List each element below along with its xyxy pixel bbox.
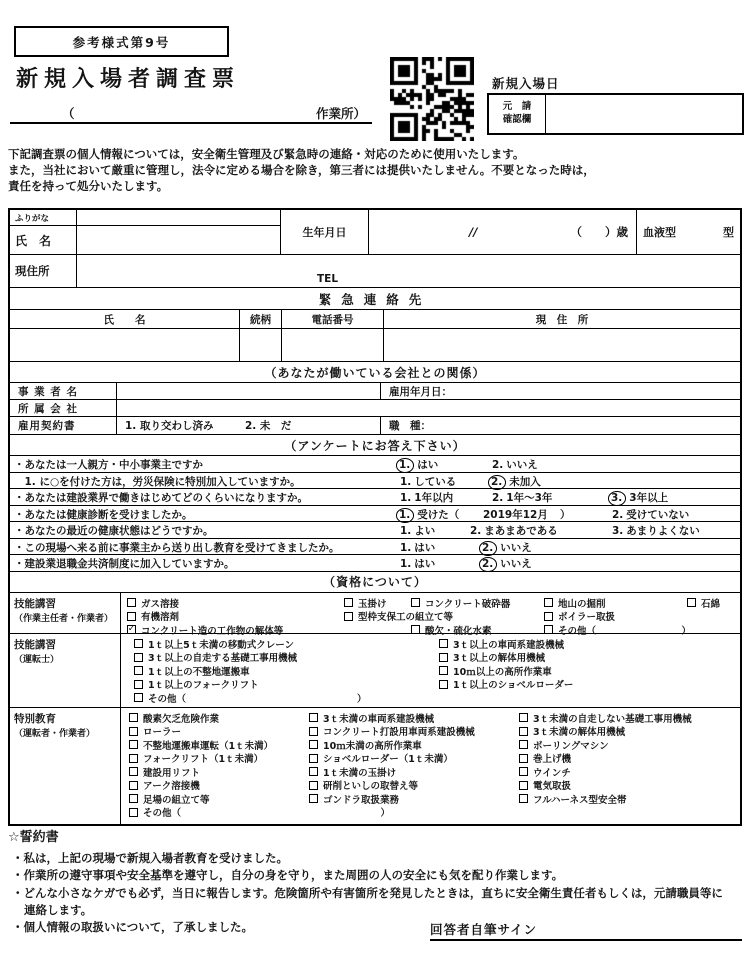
qualification-item-label: その他（ ） bbox=[143, 808, 391, 819]
emergency-name-field bbox=[10, 329, 240, 361]
checkbox bbox=[687, 598, 696, 607]
birth-date-label: 生年月日 bbox=[281, 210, 369, 254]
answer-option bbox=[400, 490, 453, 505]
answer-label: いいえ bbox=[500, 558, 532, 570]
answer-label: 受けていない bbox=[626, 508, 690, 521]
contract-row bbox=[10, 416, 740, 434]
answer-number: 1. bbox=[400, 541, 412, 554]
entry-date-label: 新規入場日 bbox=[492, 76, 560, 91]
address-label: 現住所 bbox=[10, 255, 77, 287]
circled-answer-number: 1. bbox=[396, 508, 414, 523]
qualification-item bbox=[309, 738, 422, 752]
qualification-item bbox=[344, 609, 453, 623]
questionnaire-header-text: （アンケートにお答え下さい） bbox=[284, 438, 466, 453]
answer-option bbox=[492, 490, 552, 505]
checkbox bbox=[129, 740, 138, 749]
qualification-item bbox=[129, 792, 210, 806]
qualification-item-label: ウインチ bbox=[533, 767, 571, 779]
worksite-open-paren: （ bbox=[62, 106, 75, 121]
privacy-notice bbox=[8, 147, 748, 195]
checkbox bbox=[439, 680, 448, 689]
emergency-col-address: 現 住 所 bbox=[535, 313, 589, 326]
answer-label: よい bbox=[414, 525, 436, 537]
emergency-col-phone: 電話番号 bbox=[282, 310, 384, 328]
qualification-section-label bbox=[10, 634, 121, 707]
circled-answer-number: 2. bbox=[479, 541, 497, 556]
blood-type-cell bbox=[637, 210, 740, 254]
employer-label: 事 業 者 名 bbox=[10, 383, 117, 399]
contractor-confirm-field bbox=[546, 95, 742, 133]
qualification-item bbox=[439, 677, 573, 691]
qualification-item bbox=[519, 792, 626, 806]
qualification-item bbox=[134, 691, 367, 705]
checkbox bbox=[519, 740, 528, 749]
qualification-item bbox=[127, 596, 179, 610]
answer-option bbox=[560, 507, 571, 522]
questionnaire-row bbox=[10, 472, 740, 489]
questionnaire-row bbox=[10, 505, 740, 522]
birth-date-slashes: // bbox=[469, 225, 478, 239]
checkbox bbox=[519, 754, 528, 763]
affiliation-field bbox=[117, 400, 740, 416]
qualification-section-label bbox=[10, 593, 121, 633]
blood-type-label: 血液型 bbox=[643, 226, 676, 239]
emergency-title bbox=[10, 287, 740, 309]
furigana-label: ふりがな bbox=[10, 210, 77, 225]
checkbox bbox=[519, 794, 528, 803]
qualification-item-label: 3ｔ以上の解体用機械 bbox=[453, 653, 546, 664]
qualification-item bbox=[309, 778, 418, 792]
name-label: 氏 名 bbox=[10, 226, 77, 254]
qualification-item-label: アーク溶接機 bbox=[143, 781, 200, 792]
question-text: 1. に○を付けた方は，労災保険に特別加入していますか。 bbox=[14, 475, 301, 488]
checkbox bbox=[134, 693, 143, 702]
checkbox bbox=[439, 639, 448, 648]
qualification-item-label: 型枠支保工の組立て等 bbox=[358, 612, 454, 623]
answer-label: 2019年12月 bbox=[483, 508, 548, 521]
answer-number: 2. bbox=[492, 492, 504, 504]
answer-option bbox=[483, 507, 548, 522]
checkbox bbox=[309, 754, 318, 763]
qualification-item-label: 3ｔ未満の自走しない基礎工事用機械 bbox=[533, 713, 692, 725]
company-section-header-text: （あなたが働いている会社との関係） bbox=[264, 365, 486, 380]
qualification-item-label: 足場の組立て等 bbox=[143, 794, 210, 806]
answer-number: 2. bbox=[492, 459, 504, 471]
qualification-item bbox=[439, 650, 545, 664]
checkbox bbox=[134, 639, 143, 648]
checkbox bbox=[129, 781, 138, 790]
address-field bbox=[77, 255, 740, 287]
answer-number: 2. bbox=[470, 525, 482, 537]
emergency-col-name: 氏 名 bbox=[10, 310, 240, 328]
answer-number: 1. bbox=[400, 525, 412, 537]
qualification-item bbox=[134, 664, 250, 678]
questionnaire-row bbox=[10, 554, 740, 571]
pledge-bullet: ・私は，上記の現場で新規入場者教育を受けました。 bbox=[12, 851, 288, 865]
circled-answer-number: 3. bbox=[608, 491, 626, 506]
emergency-header-row bbox=[10, 309, 740, 328]
qualification-item-label: 有機溶剤 bbox=[141, 612, 180, 623]
qualification-item bbox=[129, 751, 263, 765]
checkbox bbox=[129, 713, 138, 722]
answer-option bbox=[400, 523, 435, 538]
checkbox bbox=[544, 598, 553, 607]
checkbox bbox=[309, 767, 318, 776]
qualification-item-label: 1ｔ以上のショベルローダー bbox=[453, 680, 574, 691]
name-row bbox=[10, 226, 280, 254]
questionnaire-header bbox=[10, 434, 740, 455]
qualification-section-label-line1: 特別教育 bbox=[14, 712, 56, 725]
answer-number: 3. bbox=[612, 525, 624, 537]
qualification-section-label bbox=[10, 708, 121, 824]
worksite-suffix: 作業所） bbox=[315, 106, 366, 121]
answer-option bbox=[612, 507, 689, 522]
qualification-item bbox=[129, 711, 219, 725]
address-row bbox=[10, 254, 740, 287]
form-number-text: 参考様式第9号 bbox=[72, 34, 171, 50]
qualification-section bbox=[10, 592, 740, 637]
qualifications-header bbox=[10, 571, 740, 592]
question-text: ・あなたは健康診断を受けましたか。 bbox=[14, 508, 193, 521]
answer-option bbox=[470, 523, 558, 538]
qualification-section-label-line1: 技能講習 bbox=[14, 638, 56, 651]
qualification-item-label: 酸素欠乏危険作業 bbox=[143, 713, 220, 725]
qualification-item-label: 3ｔ未満の車両系建設機械 bbox=[323, 713, 435, 725]
answer-label: ） bbox=[560, 508, 571, 521]
checkbox bbox=[344, 612, 353, 621]
questionnaire-rows bbox=[10, 455, 740, 571]
answer-number: 2. bbox=[612, 508, 624, 521]
qualification-item bbox=[129, 805, 390, 819]
qualification-item bbox=[519, 724, 625, 738]
answer-label: いいえ bbox=[506, 459, 538, 471]
answer-label: 受けた（ bbox=[417, 508, 460, 521]
qualification-item bbox=[519, 751, 571, 765]
contractor-confirm-box bbox=[487, 93, 744, 135]
qualification-section-label-line2: （作業主任者・作業者） bbox=[14, 613, 114, 624]
qualification-item bbox=[519, 765, 571, 779]
qualification-item-label: 地山の掘削 bbox=[558, 598, 606, 610]
qualification-item-label: ローラー bbox=[143, 727, 182, 738]
qualification-item-label: その他（ ） bbox=[148, 693, 367, 705]
circled-answer-number: 1. bbox=[396, 458, 414, 473]
emergency-title-text: 緊急連絡先 bbox=[318, 291, 432, 307]
checkbox bbox=[519, 767, 528, 776]
answer-number: 1. bbox=[400, 558, 412, 570]
answer-number: 1. bbox=[400, 475, 412, 488]
qualification-item-label: ボーリングマシン bbox=[533, 740, 609, 752]
questionnaire-row bbox=[10, 455, 740, 472]
question-text: ・この現場へ来る前に事業主から送り出し教育を受けてきましたか。 bbox=[14, 541, 340, 554]
qualification-item bbox=[411, 596, 510, 610]
circled-answer-number: 2. bbox=[479, 557, 497, 572]
checkbox bbox=[134, 666, 143, 675]
checkbox bbox=[127, 612, 136, 621]
checkbox bbox=[129, 767, 138, 776]
contract-options: 1. 取り交わし済み 2. 未 だ bbox=[117, 417, 381, 434]
answer-label: いいえ bbox=[500, 541, 532, 554]
qualification-item-label: 3ｔ以上の自走する基礎工事用機械 bbox=[148, 653, 298, 664]
qualification-item bbox=[519, 738, 609, 752]
qualification-item-label: 石綿 bbox=[701, 598, 721, 610]
qualification-item-label: 玉掛け bbox=[358, 598, 387, 610]
qualification-item-label: ゴンドラ取扱業務 bbox=[323, 794, 400, 806]
answer-label: あまりよくない bbox=[626, 525, 700, 537]
qualification-item-label: 1ｔ未満の玉掛け bbox=[323, 767, 397, 779]
checkbox bbox=[309, 781, 318, 790]
qualification-item bbox=[309, 765, 396, 779]
qualification-item-label: 酸欠・硫化水素 bbox=[425, 625, 492, 637]
qualification-item-label: コンクリート造の工作物の解体等 bbox=[141, 625, 284, 637]
privacy-line: 下記調査票の個人情報については，安全衛生管理及び緊急時の連絡・対応のために使用いたします。 bbox=[8, 147, 525, 161]
answer-label: 未加入 bbox=[509, 475, 541, 488]
answer-label: はい bbox=[417, 459, 439, 471]
checkbox bbox=[309, 740, 318, 749]
qualification-item bbox=[344, 596, 387, 610]
page-title: 新規入場者調査票 bbox=[16, 67, 241, 92]
qualification-item-label: コンクリート打設用車両系建設機械 bbox=[323, 727, 475, 738]
qualification-item bbox=[309, 711, 434, 725]
qualification-item-label: 3ｔ未満の解体用機械 bbox=[533, 727, 626, 738]
signature-label: 回答者自筆サイン bbox=[430, 922, 538, 937]
checkbox bbox=[134, 653, 143, 662]
checkbox bbox=[344, 598, 353, 607]
company-section-header bbox=[10, 361, 740, 382]
qualification-item-label: 研削といしの取替え等 bbox=[323, 781, 419, 792]
checked-checkbox: ✓ bbox=[127, 624, 136, 634]
contractor-confirm-label-line2: 確認欄 bbox=[502, 114, 532, 125]
emergency-address-field bbox=[384, 329, 740, 361]
qualification-item bbox=[439, 664, 552, 678]
qualification-item bbox=[544, 596, 606, 610]
questionnaire-row bbox=[10, 538, 740, 555]
qualification-item-label: 不整地運搬車運転（1ｔ未満） bbox=[143, 740, 274, 752]
birth-date-field bbox=[369, 210, 637, 254]
qualification-item-label: 1ｔ以上の不整地運搬車 bbox=[148, 666, 250, 678]
qualification-section-label-line2: （運転士） bbox=[14, 654, 60, 665]
qualification-item-label: フォークリフト（1ｔ未満） bbox=[143, 754, 264, 765]
question-text: ・あなたは一人親方・中小事業主ですか bbox=[14, 459, 203, 471]
answer-label: 3年以上 bbox=[629, 492, 669, 504]
checkbox bbox=[544, 612, 553, 621]
answer-label: 1年以内 bbox=[414, 492, 454, 504]
qualification-item bbox=[309, 751, 453, 765]
pledge-bullet: ・個人情報の取扱いについて，了承しました。 bbox=[12, 920, 254, 934]
name-block bbox=[10, 210, 281, 254]
qualifications-header-text: （資格について） bbox=[323, 575, 427, 589]
qualification-item-label: 1ｔ以上5ｔ未満の移動式クレーン bbox=[148, 639, 295, 651]
employ-date-label: 雇用年月日： bbox=[389, 385, 452, 398]
signature-line bbox=[430, 920, 742, 941]
emergency-phone-field bbox=[282, 329, 384, 361]
qualification-item bbox=[309, 792, 399, 806]
qualification-item-label: ボイラー取扱 bbox=[558, 612, 616, 623]
qualification-item-label: 電気取扱 bbox=[533, 781, 572, 792]
qualification-item-label: 建設用リフト bbox=[143, 767, 201, 779]
qualification-section-body bbox=[121, 708, 740, 824]
qualification-item bbox=[544, 609, 615, 623]
checkbox bbox=[519, 727, 528, 736]
qualification-section bbox=[10, 633, 740, 707]
qualification-item-label: フルハーネス型安全帯 bbox=[533, 794, 627, 806]
circled-answer-number: 2. bbox=[488, 475, 506, 490]
qualification-item bbox=[134, 650, 297, 664]
emergency-relation-field bbox=[240, 329, 282, 361]
emergency-data-row bbox=[10, 328, 740, 361]
checkbox bbox=[309, 727, 318, 736]
answer-label: はい bbox=[414, 541, 436, 554]
affiliation-row bbox=[10, 399, 740, 416]
qr-code bbox=[390, 57, 474, 141]
qualification-item-label: 10ｍ未満の高所作業車 bbox=[323, 740, 422, 752]
qualification-item bbox=[519, 711, 692, 725]
qualification-section bbox=[10, 707, 740, 824]
pledge-header: ☆誓約書 bbox=[8, 830, 59, 845]
qualification-section-body bbox=[121, 593, 740, 637]
contractor-confirm-label bbox=[489, 95, 546, 133]
furigana-row bbox=[10, 210, 280, 226]
question-text: ・あなたの最近の健康状態はどうですか。 bbox=[14, 525, 214, 537]
qualification-item-label: 巻上げ機 bbox=[533, 754, 572, 765]
privacy-line: また，当社において厳重に管理し，法令に定める場合を除き，第三者には提供いたしません。不要となった時は， bbox=[8, 162, 595, 177]
qualification-item-label: その他（ ） bbox=[558, 625, 692, 637]
checkbox bbox=[309, 794, 318, 803]
employer-field bbox=[117, 383, 381, 399]
qualification-sections bbox=[10, 592, 740, 824]
qualification-item bbox=[129, 778, 200, 792]
employer-row bbox=[10, 382, 740, 399]
answer-label: 1年～3年 bbox=[506, 492, 553, 504]
answer-option bbox=[612, 523, 700, 538]
qualification-item bbox=[134, 637, 294, 651]
age-paren: （ ）歳 bbox=[570, 225, 628, 239]
answer-option bbox=[400, 474, 456, 489]
privacy-line: 責任を持って処分いたします。 bbox=[8, 178, 169, 193]
question-text: ・あなたは建設業界で働きはじめてどのくらいになりますか。 bbox=[14, 492, 308, 504]
questionnaire-row bbox=[10, 488, 740, 505]
qualification-section-label-line1: 技能講習 bbox=[14, 597, 56, 610]
answer-option bbox=[492, 457, 538, 472]
tel-label: TEL bbox=[317, 273, 339, 285]
form-number-box bbox=[14, 26, 229, 57]
qualification-item bbox=[309, 724, 475, 738]
questionnaire-row bbox=[10, 521, 740, 538]
checkbox bbox=[129, 727, 138, 736]
pledge-bullet: ・作業所の遵守事項や安全基準を遵守し，自分の身を守り，また周囲の人の安全にも気を配り作業します。 bbox=[12, 868, 564, 883]
qualification-item bbox=[687, 596, 720, 610]
answer-option bbox=[400, 540, 435, 555]
qualification-section-label-line2: （運転者・作業者） bbox=[14, 728, 96, 739]
qualification-item bbox=[134, 677, 259, 691]
qualification-item bbox=[129, 765, 200, 779]
pledge-bullet: ・どんな小さなケガでも必ず，当日に報告します。危険箇所や有害箇所を発見したときは，直ちに安全衛生責任者もしくは，元請職員等に連絡します。 bbox=[12, 885, 723, 917]
answer-label: まあまあである bbox=[484, 525, 558, 537]
furigana-field bbox=[77, 210, 280, 225]
checkbox bbox=[519, 713, 528, 722]
worksite-line bbox=[10, 101, 372, 124]
qualification-item-label: 10ｍ以上の高所作業車 bbox=[453, 666, 552, 678]
affiliation-label: 所 属 会 社 bbox=[10, 400, 117, 416]
answer-label: している bbox=[414, 475, 457, 488]
qualification-item-label: コンクリート破砕器 bbox=[425, 598, 511, 610]
qualification-item-label: 3ｔ以上の車両系建設機械 bbox=[453, 639, 565, 651]
main-form-table bbox=[8, 208, 742, 826]
personal-info-row bbox=[10, 210, 740, 254]
contract-label: 雇用契約書 bbox=[10, 417, 117, 434]
answer-number: 1. bbox=[400, 492, 412, 504]
emergency-col-relation: 続柄 bbox=[240, 310, 282, 328]
job-type-label: 職 種： bbox=[389, 420, 431, 432]
checkbox bbox=[439, 666, 448, 675]
checkbox bbox=[129, 794, 138, 803]
qualification-item bbox=[129, 724, 181, 738]
qualification-item-label: ガス溶接 bbox=[141, 598, 180, 610]
answer-label: はい bbox=[414, 558, 436, 570]
contractor-confirm-label-line1: 元 請 bbox=[502, 101, 532, 113]
question-text: ・建設業退職金共済制度に加入していますか。 bbox=[14, 558, 235, 570]
qualification-item bbox=[129, 738, 273, 752]
qualification-item bbox=[439, 637, 564, 651]
qualification-item bbox=[519, 778, 571, 792]
checkbox bbox=[127, 598, 136, 607]
checkbox bbox=[411, 598, 420, 607]
name-field bbox=[77, 226, 280, 254]
checkbox bbox=[519, 781, 528, 790]
qualification-item-label: 1ｔ以上のフォークリフト bbox=[148, 680, 259, 691]
checkbox bbox=[134, 680, 143, 689]
checkbox bbox=[309, 713, 318, 722]
qualification-item bbox=[127, 609, 179, 623]
checkbox bbox=[129, 754, 138, 763]
qualification-section-body bbox=[121, 634, 740, 707]
checkbox bbox=[129, 808, 138, 817]
qualification-item-label: ショベルローダー（1ｔ未満） bbox=[323, 754, 453, 765]
blood-type-suffix: 型 bbox=[723, 226, 734, 239]
checkbox bbox=[439, 653, 448, 662]
answer-option bbox=[400, 556, 435, 571]
